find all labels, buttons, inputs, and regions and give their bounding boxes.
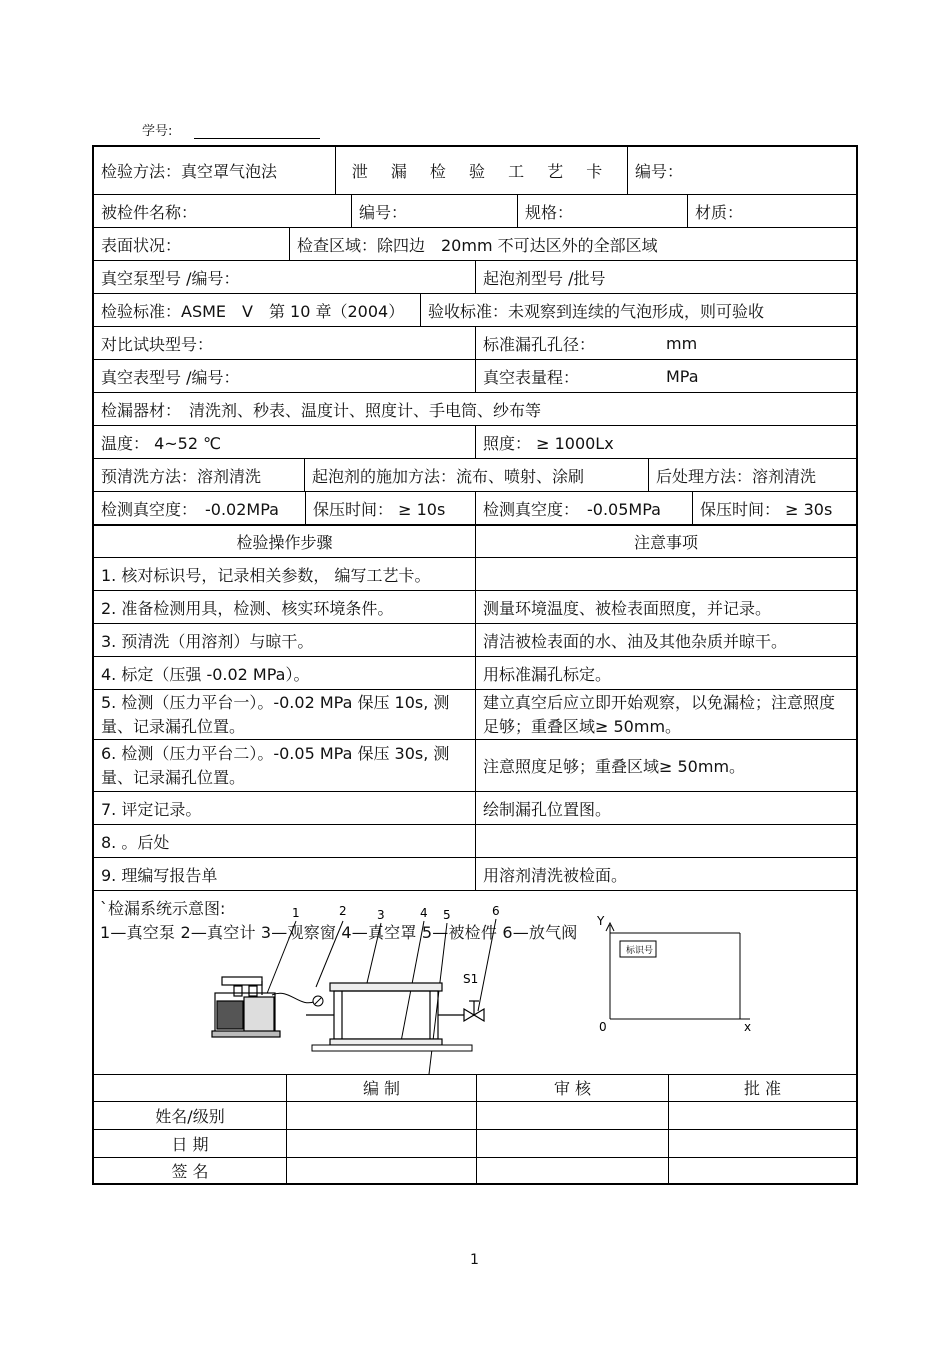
signoff-row-label: 签 名 <box>171 1162 209 1181</box>
student-id-label: 学号: <box>142 124 173 139</box>
step-note: 用标准漏孔标定。 <box>475 657 856 689</box>
temperature: 温度： 4~52 ℃ <box>101 433 222 453</box>
step-row <box>94 624 856 657</box>
step-note: 绘制漏孔位置图。 <box>475 792 856 824</box>
surface-row <box>94 228 856 261</box>
gauge-range-label: 真空表量程： <box>483 367 580 387</box>
vacuum-gauge-range <box>475 360 856 392</box>
hold-time-2: 保压时间： ≥ 30s <box>692 492 856 524</box>
student-id-field <box>142 120 172 139</box>
vacuum-params-row <box>94 492 856 525</box>
acceptance-standard: 验收标准：未观察到连续的气泡形成，则可验收 <box>420 294 856 326</box>
signoff-row-label: 姓名/级别 <box>155 1107 225 1126</box>
signoff-cell[interactable] <box>286 1102 476 1129</box>
step-text: 3. 预清洗（用溶剂）与晾干。 <box>101 631 314 651</box>
hold-time-1: 保压时间： ≥ 10s <box>305 492 475 524</box>
vacuum-level-2: 检测真空度： -0.05MPa <box>475 492 692 524</box>
origin-label: 0 <box>599 1020 607 1034</box>
step-row <box>94 740 856 792</box>
step-text: 2. 准备检测用具，检测、核实环境条件。 <box>101 598 394 618</box>
surface-condition: 表面状况： <box>101 235 182 255</box>
notes-header: 注意事项 <box>475 526 856 557</box>
step-row <box>94 657 856 690</box>
pump-row <box>94 261 856 294</box>
inspection-process-card <box>92 145 858 1185</box>
signoff-cell[interactable] <box>476 1130 668 1157</box>
leak-test-equipment: 检漏器材： 清洗剂、秒表、温度计、照度计、手电筒、纱布等 <box>101 400 542 420</box>
pre-clean-method: 预清洗方法：溶剂清洗 <box>101 466 262 486</box>
reference-block-model: 对比试块型号： <box>101 334 214 354</box>
signoff-cell[interactable] <box>668 1158 856 1183</box>
inspection-standard: 检验标准：ASME Ⅴ 第 10 章（2004） <box>101 301 405 321</box>
part-spec: 规格： <box>517 195 687 227</box>
step-row <box>94 825 856 858</box>
coordinate-sketch <box>606 923 750 1019</box>
card-title: 泄 漏 检 验 工 艺 卡 <box>335 147 627 194</box>
part-number: 编号： <box>351 195 517 227</box>
callout-3: 3 <box>377 908 385 922</box>
step-text: 9. 理编写报告单 <box>101 865 218 885</box>
step-text: 7. 评定记录。 <box>101 799 202 819</box>
steps-header: 检验操作步骤 <box>236 533 333 552</box>
signoff-row-label: 日 期 <box>171 1135 209 1154</box>
student-id-underline <box>194 138 320 139</box>
step-note: 注意照度足够；重叠区域≥ 50mm。 <box>475 740 856 791</box>
step-note: 测量环境温度、被检表面照度，并记录。 <box>475 591 856 623</box>
post-clean-method: 后处理方法：溶剂清洗 <box>648 459 856 491</box>
standard-row <box>94 294 856 327</box>
step-text: 5. 检测（压力平台一）。-0.02 MPa 保压 10s, 测量、记录漏孔位置。 <box>101 692 450 736</box>
signoff-cell[interactable] <box>668 1130 856 1157</box>
step-row <box>94 792 856 825</box>
signoff-header-row <box>94 1074 856 1102</box>
callout-5: 5 <box>443 908 451 922</box>
inspection-area: 检查区域：除四边 20mm 不可达区外的全部区域 <box>289 228 856 260</box>
leak-hole-label: 标准漏孔孔径： <box>483 334 596 354</box>
callout-2: 2 <box>339 904 347 918</box>
signoff-cell[interactable] <box>476 1102 668 1129</box>
step-note: 清洁被检表面的水、油及其他杂质并晾干。 <box>475 624 856 656</box>
signoff-cell[interactable] <box>286 1158 476 1183</box>
y-axis-label: Y <box>597 914 605 928</box>
step-row <box>94 558 856 591</box>
method-details-row <box>94 459 856 492</box>
reviewed-by-header: 审 核 <box>476 1074 668 1101</box>
step-note: 用溶剂清洗被检面。 <box>475 858 856 890</box>
part-material: 材质： <box>687 195 856 227</box>
reference-block-row <box>94 327 856 360</box>
vacuum-level-1: 检测真空度： -0.02MPa <box>101 499 279 519</box>
step-row <box>94 690 856 740</box>
part-info-row <box>94 195 856 228</box>
card-number: 编号： <box>627 147 856 194</box>
vacuum-pump-model: 真空泵型号 /编号： <box>101 268 240 288</box>
callout-6: 6 <box>492 904 500 918</box>
header-row <box>94 147 856 195</box>
environment-row <box>94 426 856 459</box>
test-piece-base <box>312 1045 472 1051</box>
diagram-legend: 1—真空泵 2—真空计 3—观察窗 4—真空罩 5—被检件 6—放气阀 <box>100 923 578 942</box>
diagram-title: `检漏系统示意图: <box>100 899 226 918</box>
illuminance: 照度： ≥ 1000Lx <box>475 426 856 458</box>
signoff-cell[interactable] <box>668 1102 856 1129</box>
page-number: 1 <box>470 1252 479 1268</box>
vacuum-hood <box>306 983 482 1045</box>
equipment-row <box>94 393 856 426</box>
step-row <box>94 591 856 624</box>
step-note <box>475 825 856 857</box>
vacuum-gauge-model: 真空表型号 /编号： <box>101 367 240 387</box>
gauge-row <box>94 360 856 393</box>
x-axis-label: x <box>744 1020 752 1034</box>
step-note: 建立真空后应立即开始观察，以免漏检；注意照度足够；重叠区域≥ 50mm。 <box>475 690 856 739</box>
release-valve <box>464 1001 484 1021</box>
step-row <box>94 858 856 891</box>
signoff-cell[interactable] <box>286 1130 476 1157</box>
leak-hole-diameter <box>475 327 856 359</box>
steps-header-row <box>94 525 856 558</box>
step-text: 4. 标定（压强 -0.02 MPa）。 <box>101 664 310 684</box>
signoff-row <box>94 1158 856 1183</box>
method-cell: 检验方法：真空罩气泡法 <box>101 162 278 181</box>
callout-4: 4 <box>420 906 428 920</box>
diagram-drawing <box>94 891 856 1074</box>
gauge-range-unit: MPa <box>666 366 699 386</box>
approved-by-header: 批 准 <box>668 1074 856 1101</box>
foam-application-method: 起泡剂的施加方法：流布、喷射、涂刷 <box>304 459 648 491</box>
part-name: 被检件名称： <box>101 202 198 222</box>
signoff-corner <box>94 1074 286 1101</box>
step-text: 6. 检测（压力平台二）。-0.05 MPa 保压 30s, 测量、记录漏孔位置。 <box>101 743 450 787</box>
leak-hole-unit: mm <box>666 333 698 353</box>
identifier-tag: 标识号 <box>626 946 654 956</box>
prepared-by-header: 编 制 <box>286 1074 476 1101</box>
step-text: 8. 。后处 <box>101 832 170 852</box>
callout-s1: S1 <box>463 972 479 986</box>
foaming-agent-model: 起泡剂型号 /批号 <box>475 261 856 293</box>
step-text: 1. 核对标识号，记录相关参数， 编写工艺卡。 <box>101 565 431 585</box>
callout-1: 1 <box>292 906 300 920</box>
step-note <box>475 558 856 590</box>
signoff-row <box>94 1130 856 1158</box>
hose <box>272 993 316 1003</box>
signoff-cell[interactable] <box>476 1158 668 1183</box>
leak-test-system-diagram <box>94 891 856 1075</box>
signoff-row <box>94 1102 856 1130</box>
